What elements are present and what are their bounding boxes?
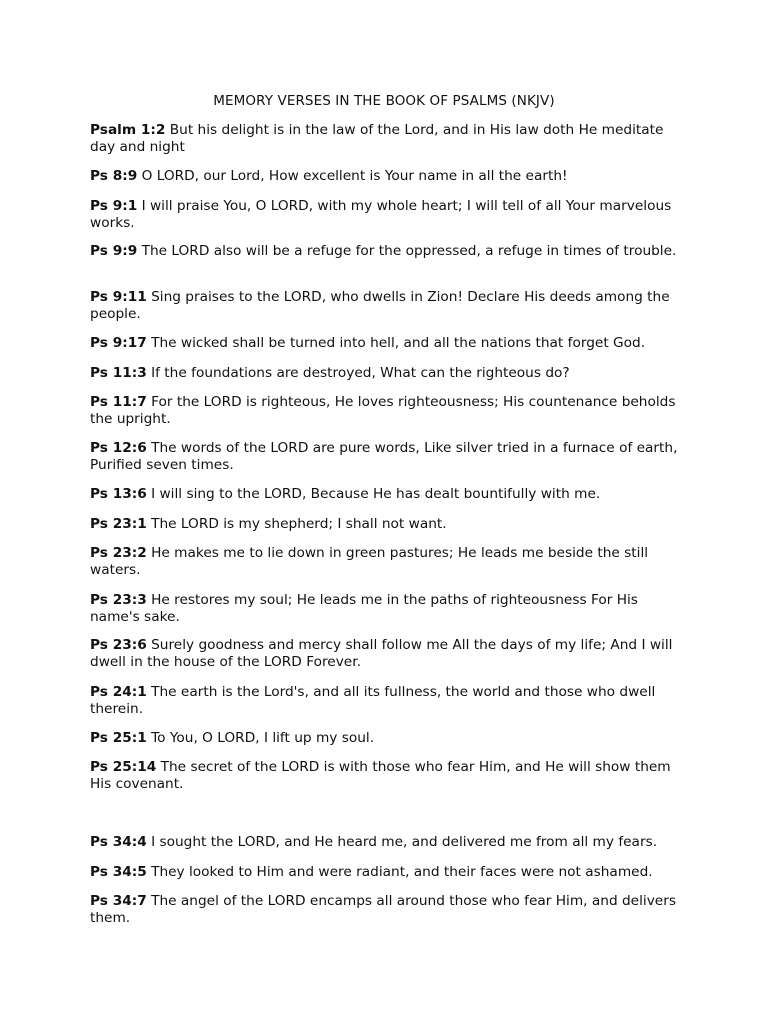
verse-ref: Ps 9:1 bbox=[90, 198, 138, 214]
verse-ps-34-5 bbox=[90, 864, 690, 881]
verse-ref: Ps 9:11 bbox=[90, 289, 147, 305]
verse-ps-9-17 bbox=[90, 335, 690, 352]
verse-ps-25-14 bbox=[90, 759, 690, 793]
verse-ref: Ps 9:9 bbox=[90, 243, 138, 259]
verse-ps-9-1 bbox=[90, 198, 690, 232]
verse-ps-34-4 bbox=[90, 834, 690, 851]
verse-text: The earth is the Lord's, and all its fullness, the world and those who dwell therein. bbox=[90, 684, 656, 717]
verse-ps-23-1 bbox=[90, 516, 690, 533]
verse-text: O LORD, our Lord, How excellent is Your name in all the earth! bbox=[137, 168, 568, 184]
verse-ps-34-7 bbox=[90, 893, 690, 927]
verse-text: He restores my soul; He leads me in the paths of righteousness For His name's sake. bbox=[90, 592, 638, 625]
verse-text: Sing praises to the LORD, who dwells in Zion! Declare His deeds among the people. bbox=[90, 289, 670, 322]
verse-ref: Ps 24:1 bbox=[90, 684, 147, 700]
verse-text: The wicked shall be turned into hell, and all the nations that forget God. bbox=[146, 335, 646, 351]
verse-text: To You, O LORD, I lift up my soul. bbox=[146, 730, 375, 746]
verse-ps-9-11 bbox=[90, 289, 690, 323]
verse-ps-25-1 bbox=[90, 730, 690, 747]
verse-ps-23-6 bbox=[90, 637, 690, 671]
verse-ref: Ps 11:3 bbox=[90, 365, 147, 381]
verse-ref: Ps 34:7 bbox=[90, 893, 147, 909]
verse-ref: Ps 9:17 bbox=[90, 335, 147, 351]
verse-text: The secret of the LORD is with those who fear Him, and He will show them His covenant. bbox=[90, 759, 671, 792]
verse-text: I will praise You, O LORD, with my whole heart; I will tell of all Your marvelous works. bbox=[90, 198, 672, 231]
verse-text: I will sing to the LORD, Because He has dealt bountifully with me. bbox=[146, 486, 601, 502]
verse-text: The LORD is my shepherd; I shall not want. bbox=[146, 516, 447, 532]
verse-ps-11-7 bbox=[90, 394, 690, 428]
verse-text: The words of the LORD are pure words, Like silver tried in a furnace of earth, Purified seven times. bbox=[90, 440, 678, 473]
document-title: MEMORY VERSES IN THE BOOK OF PSALMS (NKJV) bbox=[213, 93, 555, 109]
verse-text: But his delight is in the law of the Lord, and in His law doth He meditate day and night bbox=[90, 122, 664, 155]
verse-text: The LORD also will be a refuge for the oppressed, a refuge in times of trouble. bbox=[137, 243, 677, 259]
verse-ref: Ps 34:5 bbox=[90, 864, 147, 880]
verse-ps-11-3 bbox=[90, 365, 690, 382]
verse-ref: Ps 8:9 bbox=[90, 168, 138, 184]
verse-ps-23-2 bbox=[90, 545, 690, 579]
verse-ps-23-3 bbox=[90, 592, 690, 626]
verse-ref: Ps 23:2 bbox=[90, 545, 147, 561]
verse-text: I sought the LORD, and He heard me, and delivered me from all my fears. bbox=[146, 834, 658, 850]
verse-ps-24-1 bbox=[90, 684, 690, 718]
verse-ref: Ps 11:7 bbox=[90, 394, 147, 410]
verse-ps-8-9 bbox=[90, 168, 690, 185]
verse-psalm-1-2 bbox=[90, 122, 690, 156]
verse-text: If the foundations are destroyed, What can the righteous do? bbox=[146, 365, 570, 381]
verse-ps-13-6 bbox=[90, 486, 690, 503]
verse-text: The angel of the LORD encamps all around those who fear Him, and delivers them. bbox=[90, 893, 676, 926]
verse-ref: Ps 34:4 bbox=[90, 834, 147, 850]
verse-ps-9-9 bbox=[90, 243, 690, 260]
verse-ref: Ps 23:3 bbox=[90, 592, 147, 608]
verse-text: He makes me to lie down in green pastures; He leads me beside the still waters. bbox=[90, 545, 649, 578]
verse-ref: Ps 13:6 bbox=[90, 486, 147, 502]
verse-ref: Ps 12:6 bbox=[90, 440, 147, 456]
verse-ps-12-6 bbox=[90, 440, 690, 474]
verse-ref: Ps 25:1 bbox=[90, 730, 147, 746]
verse-ref: Ps 23:1 bbox=[90, 516, 147, 532]
verse-text: They looked to Him and were radiant, and their faces were not ashamed. bbox=[146, 864, 653, 880]
verse-ref: Psalm 1:2 bbox=[90, 122, 166, 138]
verse-ref: Ps 25:14 bbox=[90, 759, 157, 775]
verse-text: For the LORD is righteous, He loves righteousness; His countenance beholds the upright. bbox=[90, 394, 676, 427]
verse-text: Surely goodness and mercy shall follow me All the days of my life; And I will dwell in the house of the LORD Forever. bbox=[90, 637, 673, 670]
verse-ref: Ps 23:6 bbox=[90, 637, 147, 653]
